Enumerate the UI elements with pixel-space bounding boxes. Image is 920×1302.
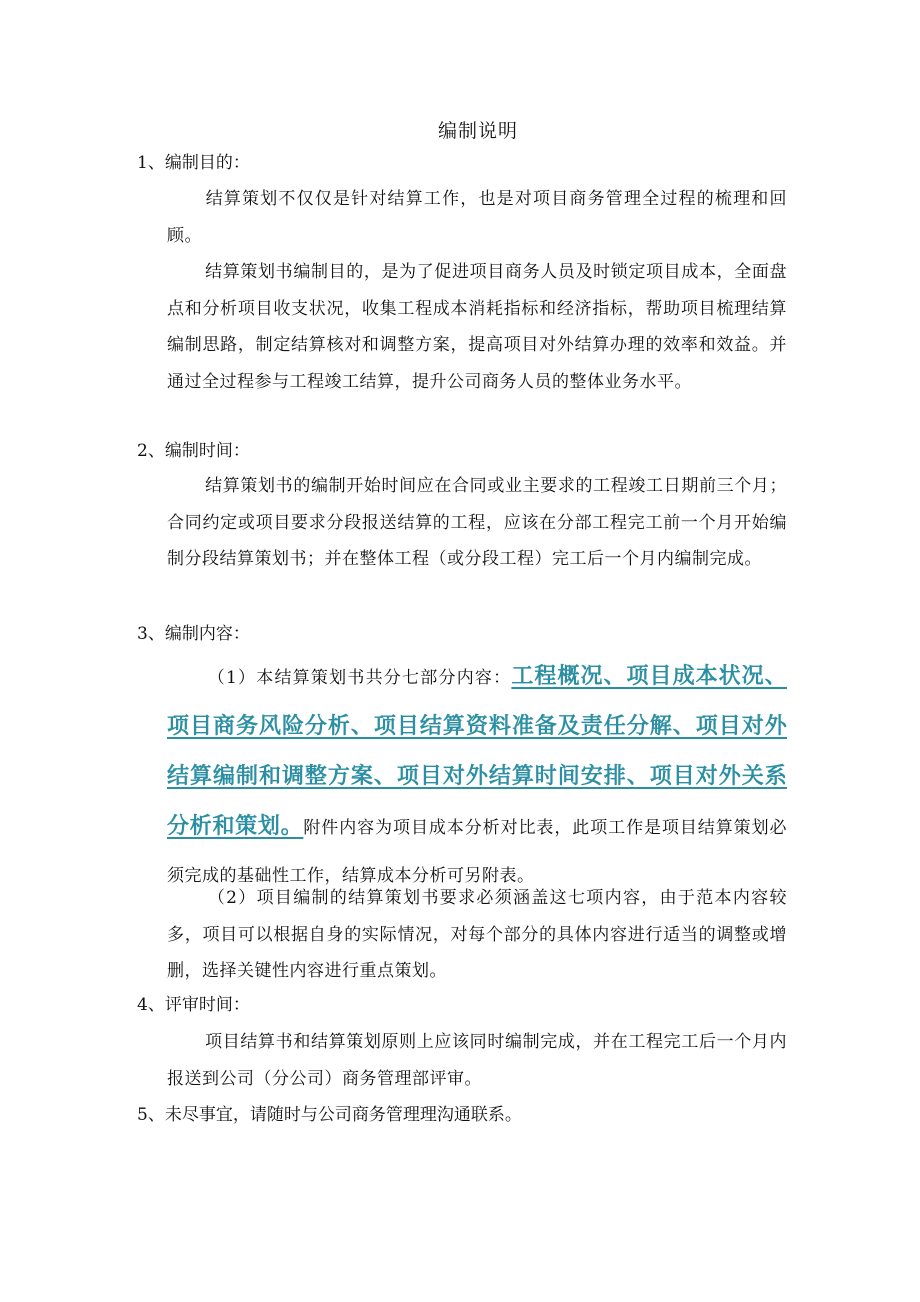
section-3-item-2 bbox=[167, 880, 787, 990]
section-3-heading: 3、编制内容： bbox=[137, 624, 250, 644]
section-4-paragraph-1 bbox=[167, 1024, 787, 1097]
section-5-heading: 5、未尽事宜，请随时与公司商务管理理沟通联系。 bbox=[137, 1105, 522, 1125]
section-2-paragraph-1 bbox=[167, 468, 787, 578]
section-1-paragraph-1-text: 结算策划不仅仅是针对结算工作，也是对项目商务管理全过程的梳理和回顾。 bbox=[167, 189, 787, 246]
section-1-paragraph-2 bbox=[167, 254, 787, 401]
section-3-item-1-suffix: 附件内容为项目成本分析对比表，此项工作是项目结算策划必须完成的基础性工作，结算成本分析可另附表。 bbox=[167, 818, 787, 886]
section-4-paragraph-1-text: 项目结算书和结算策划原则上应该同时编制完成，并在工程完工后一个月内报送到公司（分公司）商务管理部评审。 bbox=[167, 1032, 787, 1089]
section-3-item-1-highlight: 工程概况、项目成本状况、项目商务风险分析、项目结算资料准备及责任分解、项目对外结算编制和调整方案、项目对外结算时间安排、项目对外关系分析和策划。 bbox=[167, 663, 787, 839]
section-1-paragraph-2-text: 结算策划书编制目的，是为了促进项目商务人员及时锁定项目成本，全面盘点和分析项目收支状况，收集工程成本消耗指标和经济指标，帮助项目梳理结算编制思路，制定结算核对和调整方案，提高项目对外结算办理的效率和效益。并通过全过程参与工程竣工结算，提升公司商务人员的整体业务水平。 bbox=[167, 262, 787, 393]
section-2-paragraph-1-text: 结算策划书的编制开始时间应在合同或业主要求的工程竣工日期前三个月；合同约定或项目要求分段报送结算的工程，应该在分部工程完工前一个月开始编制分段结算策划书；并在整体工程（或分段工程）完工后一个月内编制完成。 bbox=[167, 476, 787, 570]
section-1-paragraph-1 bbox=[167, 181, 787, 254]
section-4-heading: 4、评审时间： bbox=[137, 995, 250, 1015]
section-3-item-1 bbox=[167, 652, 787, 900]
document-title: 编制说明 bbox=[437, 120, 518, 142]
section-3-item-2-text: （2）项目编制的结算策划书要求必须涵盖这七项内容，由于范本内容较多，项目可以根据自身的实际情况，对每个部分的具体内容进行适当的调整或增删，选择关键性内容进行重点策划。 bbox=[167, 888, 787, 982]
section-2-heading: 2、编制时间： bbox=[137, 441, 250, 461]
section-1-heading: 1、编制目的： bbox=[137, 153, 250, 173]
section-3-item-1-prefix: （1）本结算策划书共分七部分内容： bbox=[207, 668, 512, 688]
